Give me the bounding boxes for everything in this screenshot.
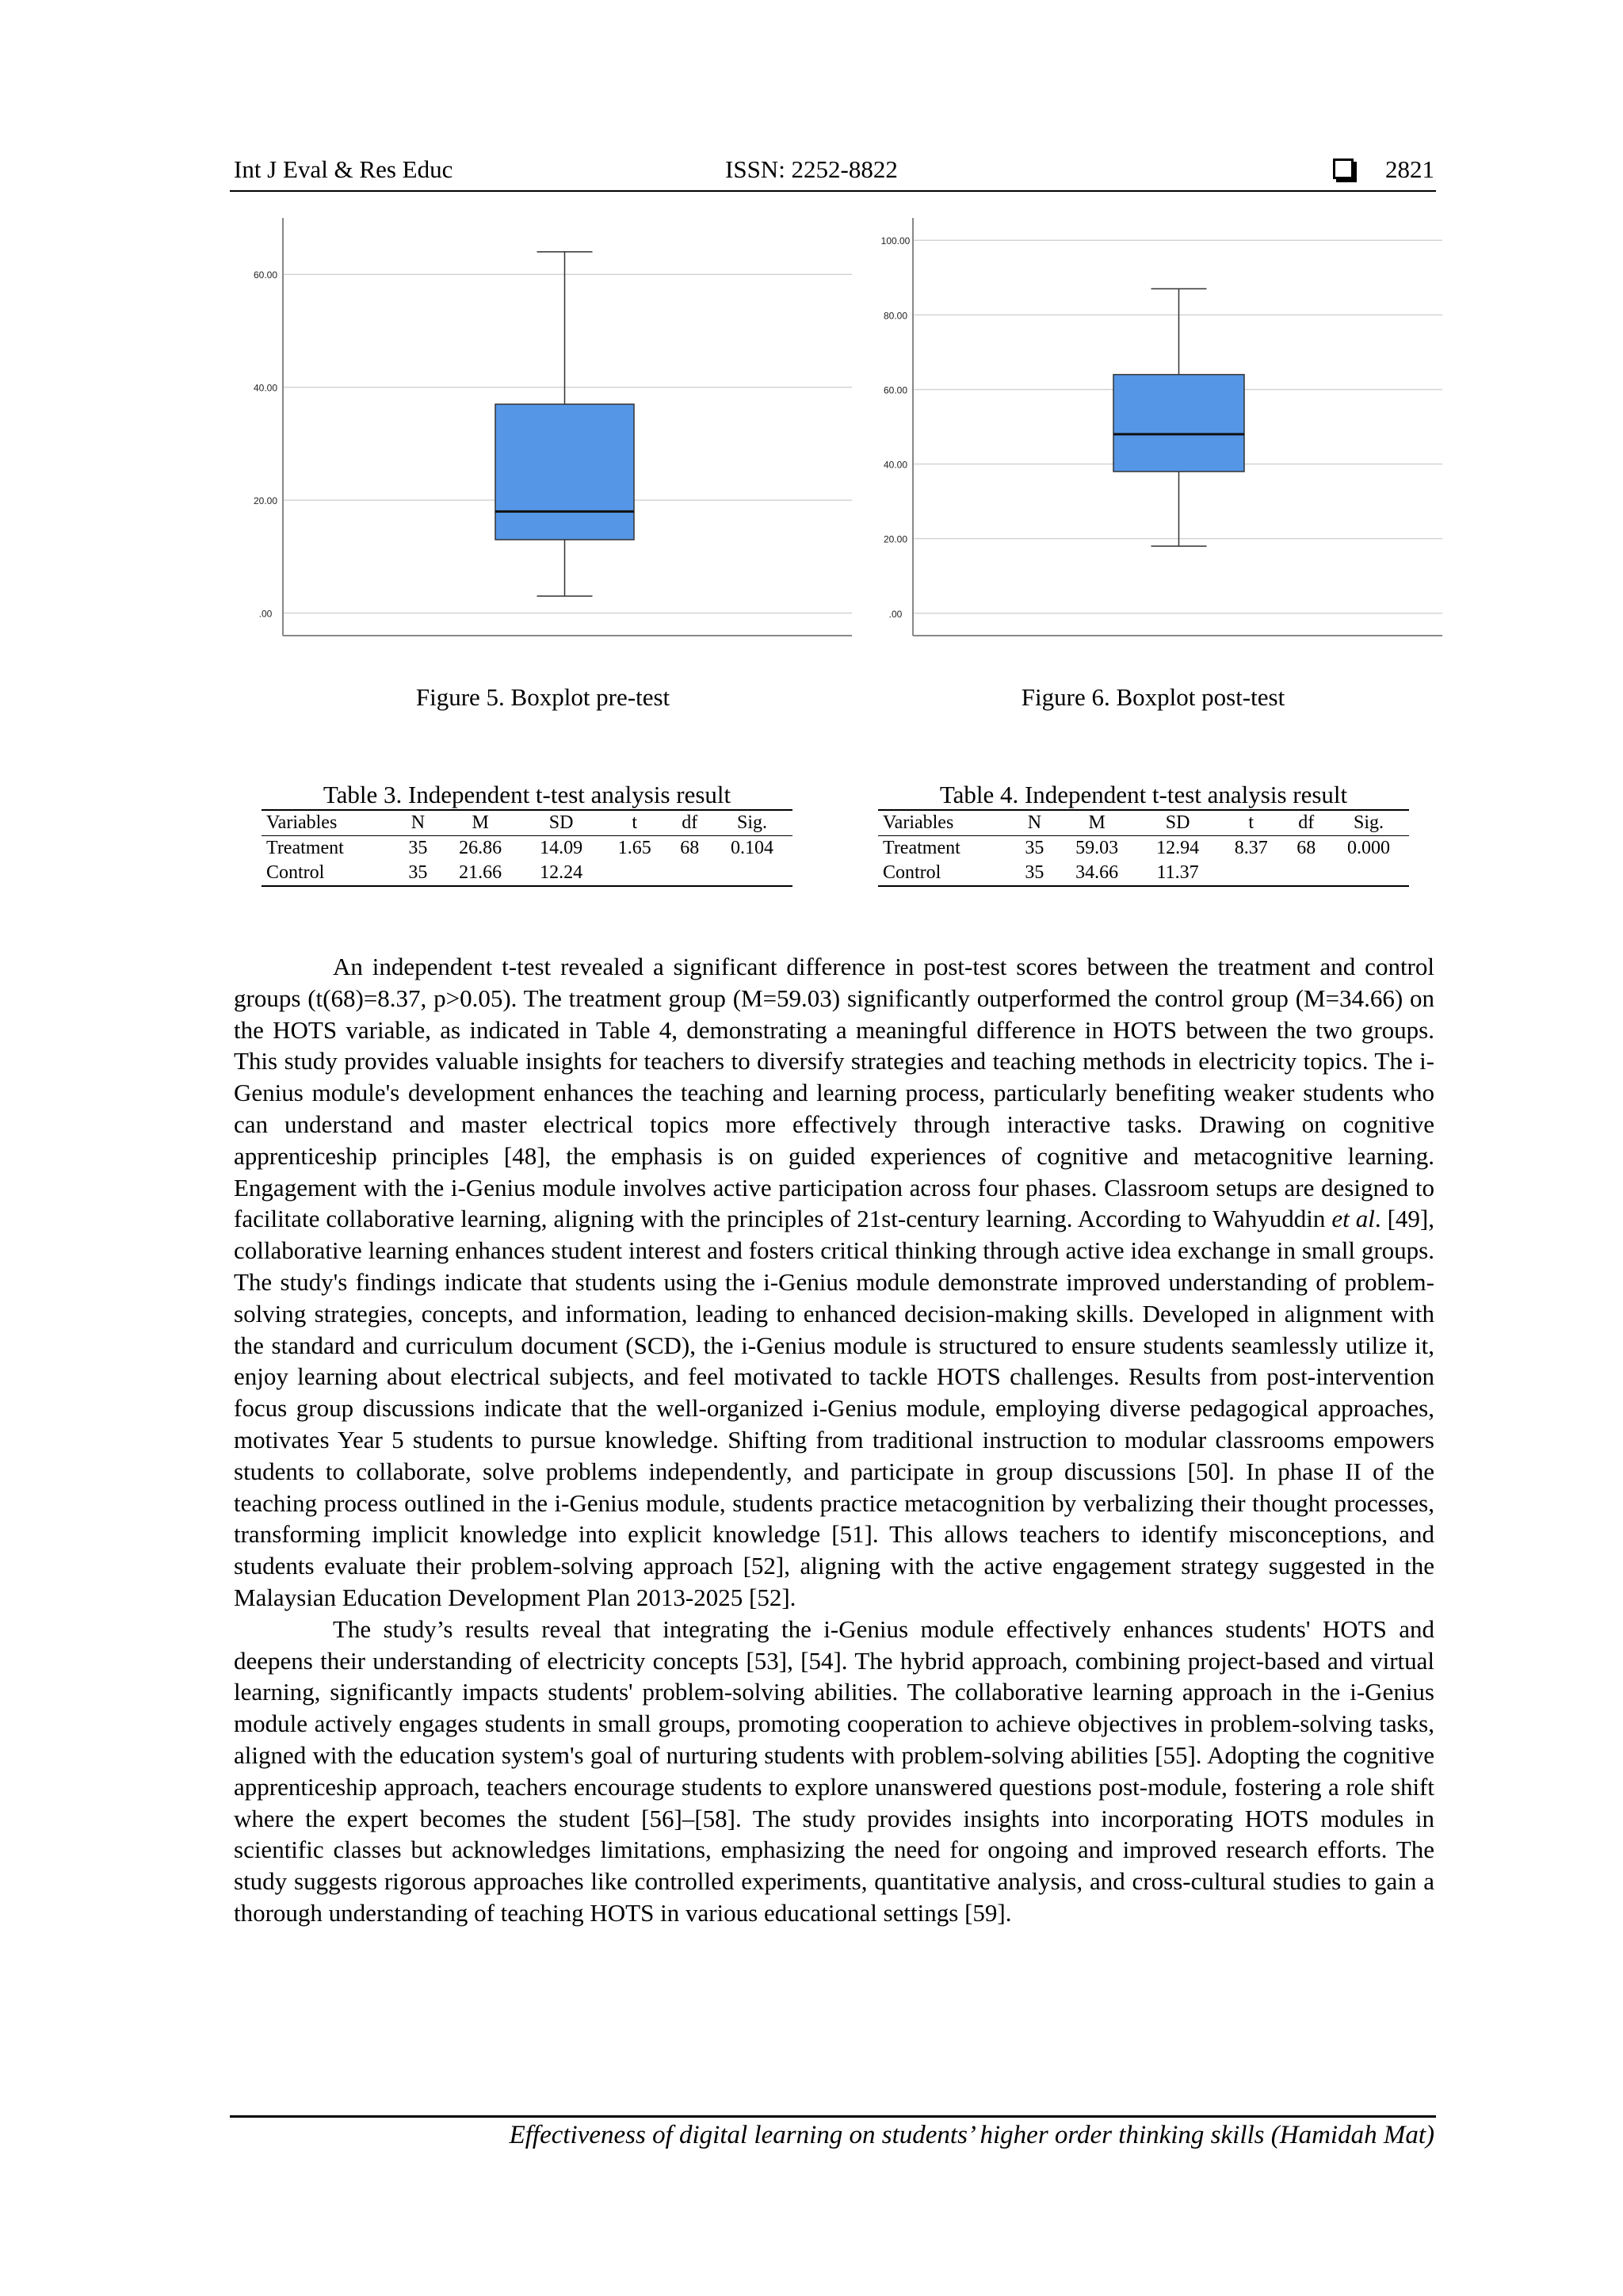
page-number-group (1333, 155, 1434, 184)
y-tick-label: 60.00 (253, 269, 278, 281)
col-sd: SD (1165, 812, 1190, 833)
y-tick-label: 20.00 (253, 495, 278, 507)
col-sd: SD (548, 812, 574, 833)
page-number: 2821 (1385, 155, 1434, 183)
cell: 12.24 (540, 862, 583, 883)
cell (601, 861, 667, 886)
cell: 68 (1296, 838, 1316, 858)
table-row (262, 836, 792, 861)
table-header-row (262, 810, 792, 836)
iqr-box (495, 404, 634, 540)
figure-5-caption: Figure 5. Boxplot pre-test (415, 683, 670, 711)
cell: 35 (408, 838, 428, 858)
col-sig: Sig. (1354, 812, 1384, 833)
cell: 35 (1025, 838, 1044, 858)
footer-rule (230, 2115, 1436, 2118)
iqr-box (1113, 375, 1244, 472)
col-n: N (1027, 812, 1042, 833)
table-3 (262, 781, 792, 887)
header-rule (230, 190, 1436, 192)
table-header-row (878, 810, 1409, 836)
cell: 11.37 (1156, 862, 1199, 883)
cell: Control (883, 862, 941, 883)
body-text (234, 951, 1434, 1929)
cell: 12.94 (1156, 838, 1200, 858)
paragraph-1-part-a: An independent t-test revealed a significant difference in post-test scores between the treatment and control groups (t(68)=8.37, p>0.05). The treatment group (M=59.03) significantly outperformed the control group (M=34.66) on the HOTS variable, as indicated in Table 4, demonstrating a meaningful difference in HOTS between the two groups. This study provides valuable insights for teachers to diversify strategies and teaching methods in electricity topics. The i-Genius module's development enhances the teaching and learning process, particularly benefiting weaker students who can understand and master electrical topics more effectively through interactive tasks. Drawing on cognitive apprenticeship principles [48], the emphasis is on guided experiences of cognitive and metacognitive learning. Engagement with the i-Genius module involves active participation across four phases. Classroom setups are designed to facilitate collaborative learning, aligning with the principles of 21st-century learning. According to Wahyuddin (234, 953, 1434, 1233)
col-variables: Variables (266, 812, 338, 833)
table-4 (878, 781, 1409, 887)
cell: 34.66 (1075, 862, 1119, 883)
col-df: df (1298, 812, 1315, 833)
cell (1284, 861, 1328, 886)
paragraph-1 (234, 951, 1434, 1614)
y-tick-label: 100.00 (880, 235, 911, 247)
table-3-title: Table 3. Independent t-test analysis result (323, 781, 731, 808)
table-3-grid (262, 809, 792, 887)
col-m: M (1088, 812, 1106, 833)
boxplot-post-test (864, 214, 1442, 658)
journal-name: Int J Eval & Res Educ (234, 155, 453, 183)
table-row (262, 861, 792, 886)
col-df: df (682, 812, 698, 833)
col-t: t (1248, 812, 1254, 833)
y-tick-label: 40.00 (253, 382, 278, 394)
cell: 1.65 (617, 838, 651, 858)
col-n: N (411, 812, 426, 833)
y-tick-label: 80.00 (883, 310, 908, 322)
cell: 35 (1025, 862, 1044, 883)
cell (1328, 861, 1409, 886)
table-row (878, 861, 1409, 886)
y-tick-label: .00 (258, 608, 273, 620)
cell: 26.86 (459, 838, 502, 858)
table-4-title: Table 4. Independent t-test analysis result (939, 781, 1348, 808)
y-tick-label: 40.00 (883, 459, 908, 471)
figure-6-caption: Figure 6. Boxplot post-test (1021, 683, 1285, 711)
cell: 35 (408, 862, 428, 883)
y-tick-label: 60.00 (883, 384, 908, 396)
boxplot-pre-test (234, 214, 852, 658)
boxplot-post-test-svg (864, 214, 1442, 658)
cell: 68 (680, 838, 700, 858)
col-variables: Variables (883, 812, 954, 833)
et-al: et al (1331, 1205, 1375, 1233)
cell: Treatment (266, 838, 344, 858)
paragraph-2: The study’s results reveal that integrating the i-Genius module effectively enhances students' HOTS and deepens their understanding of electricity concepts [53], [54]. The hybrid approach, combining project-based and virtual learning, significantly impacts students' problem-solving abilities. The collaborative learning approach in the i-Genius module actively engages students in small groups, promoting cooperation to achieve objectives in problem-solving tasks, aligned with the education system's goal of nurturing students with problem-solving abilities [55]. Adopting the cognitive apprenticeship approach, teachers encourage students to explore unanswered questions post-module, fostering a role shift where the expert becomes the student [56]–[58]. The study provides insights into incorporating HOTS modules in scientific classes but acknowledges limitations, emphasizing the need for ongoing and improved research efforts. The study suggests rigorous approaches like controlled experiments, quantitative analysis, and cross-cultural studies to gain a thorough understanding of teaching HOTS in various educational settings [59]. (234, 1614, 1434, 1927)
cell (1218, 861, 1284, 886)
cell: 0.104 (731, 838, 773, 858)
cell: 21.66 (459, 862, 502, 883)
col-t: t (632, 812, 638, 833)
cell (667, 861, 712, 886)
cell: Treatment (883, 838, 960, 858)
issn: ISSN: 2252-8822 (725, 155, 898, 183)
paragraph-1-part-b: . [49], collaborative learning enhances student interest and fosters critical thinking through active idea exchange in small groups. The study's findings indicate that students using the i-Genius module demonstrate improved understanding of problem-solving strategies, concepts, and information, leading to enhanced decision-making skills. Developed in alignment with the standard and curriculum document (SCD), the i-Genius module is structured to ensure students seamlessly utilize it, enjoy learning about electrical subjects, and feel motivated to tackle HOTS challenges. Results from post-intervention focus group discussions indicate that the well-organized i-Genius module, employing diverse pedagogical approaches, motivates Year 5 students to pursue knowledge. Shifting from traditional instruction to modular classrooms empowers students to collaborate, solve problems independently, and participate in group discussions [50]. In phase II of the teaching process outlined in the i-Genius module, students practice metacognition by verbalizing their thought processes, transforming implicit knowledge into explicit knowledge [51]. This allows teachers to identify misconceptions, and students evaluate their problem-solving approach [52], aligning with the active engagement strategy suggested in the Malaysian Education Development Plan 2013-2025 [52]. (234, 1205, 1434, 1611)
y-tick-label: .00 (888, 608, 903, 620)
col-m: M (472, 812, 489, 833)
running-footer: Effectiveness of digital learning on students’ higher order thinking skills (Hamidah Mat) (509, 2121, 1434, 2149)
cell: 14.09 (540, 838, 583, 858)
running-header (234, 155, 1434, 190)
col-sig: Sig. (737, 812, 768, 833)
square-bullet-icon (1333, 159, 1354, 179)
y-tick-label: 20.00 (883, 533, 908, 545)
table-row (878, 836, 1409, 861)
cell: Control (266, 862, 325, 883)
boxplot-pre-test-svg (234, 214, 852, 658)
cell (712, 861, 792, 886)
table-4-grid (878, 809, 1409, 887)
cell: 8.37 (1234, 838, 1268, 858)
cell: 59.03 (1075, 838, 1119, 858)
cell: 0.000 (1347, 838, 1390, 858)
